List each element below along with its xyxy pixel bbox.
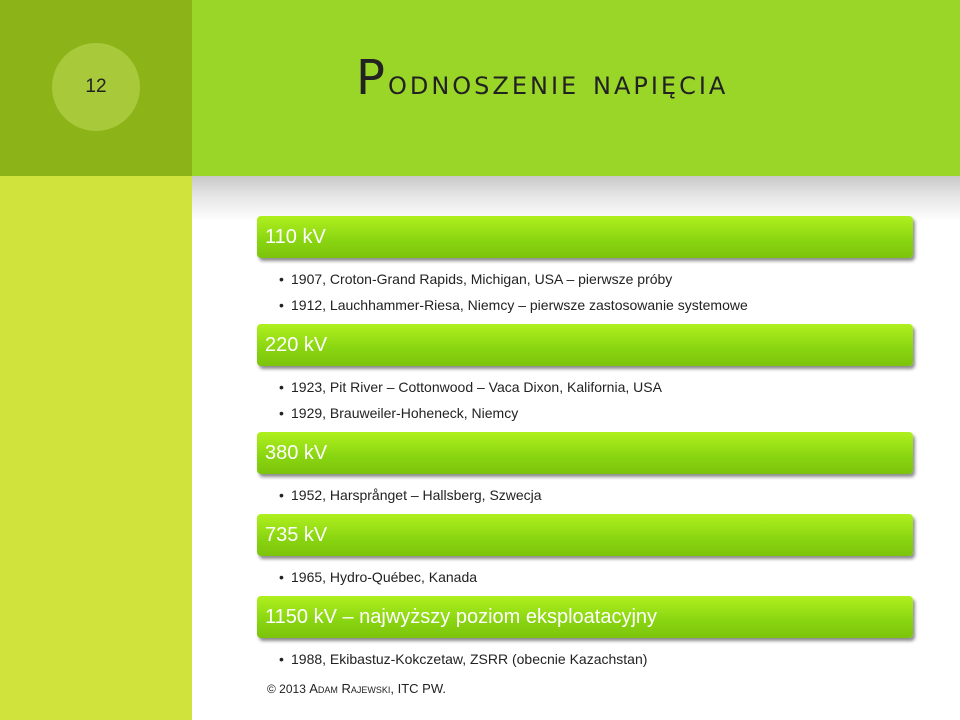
page-title — [356, 50, 728, 106]
footer-copyright — [267, 681, 446, 696]
content-area — [257, 214, 913, 678]
item-list-110kv — [257, 266, 913, 318]
list-item — [279, 400, 913, 426]
list-item-text: 1988, Ekibastuz-Kokczetaw, ZSRR (obecnie Kazachstan) — [291, 651, 648, 667]
level-box-380kv: 380 kV — [257, 432, 913, 474]
item-list-1150kv — [257, 646, 913, 672]
list-item-text: 1907, Croton-Grand Rapids, Michigan, USA – pierwsze próby — [291, 271, 673, 287]
list-item-text: 1912, Lauchhammer-Riesa, Niemcy – pierwsze zastosowanie systemowe — [291, 297, 748, 313]
list-item — [279, 482, 913, 508]
item-list-380kv — [257, 482, 913, 508]
list-item — [279, 292, 913, 318]
list-item — [279, 266, 913, 292]
bullet-icon: • — [279, 569, 284, 585]
bullet-icon: • — [279, 379, 284, 395]
title-first-letter: P — [356, 50, 388, 106]
level-box-735kv: 735 kV — [257, 514, 913, 556]
list-item-text: 1923, Pit River – Cottonwood – Vaca Dixon, Kalifornia, USA — [291, 379, 662, 395]
page-number-circle — [52, 43, 140, 131]
level-box-1150kv: 1150 kV – najwyższy poziom eksploatacyjny — [257, 596, 913, 638]
list-item — [279, 646, 913, 672]
item-list-220kv — [257, 374, 913, 426]
level-box-110kv: 110 kV — [257, 216, 913, 258]
bullet-icon: • — [279, 297, 284, 313]
list-item-text: 1929, Brauweiler-Hoheneck, Niemcy — [291, 405, 519, 421]
bullet-icon: • — [279, 405, 284, 421]
list-item-text: 1952, Harsprånget – Hallsberg, Szwecja — [291, 487, 542, 503]
bullet-icon: • — [279, 487, 284, 503]
footer-author: Adam Rajewski, ITC PW. — [309, 681, 447, 696]
title-rest: odnoszenie napięcia — [387, 63, 729, 103]
item-list-735kv — [257, 564, 913, 590]
list-item-text: 1965, Hydro-Québec, Kanada — [291, 569, 478, 585]
page-number: 12 — [85, 76, 107, 97]
footer-prefix: © 2013 — [267, 682, 306, 696]
list-item — [279, 564, 913, 590]
list-item — [279, 374, 913, 400]
bullet-icon: • — [279, 651, 284, 667]
bullet-icon: • — [279, 271, 284, 287]
level-box-220kv: 220 kV — [257, 324, 913, 366]
